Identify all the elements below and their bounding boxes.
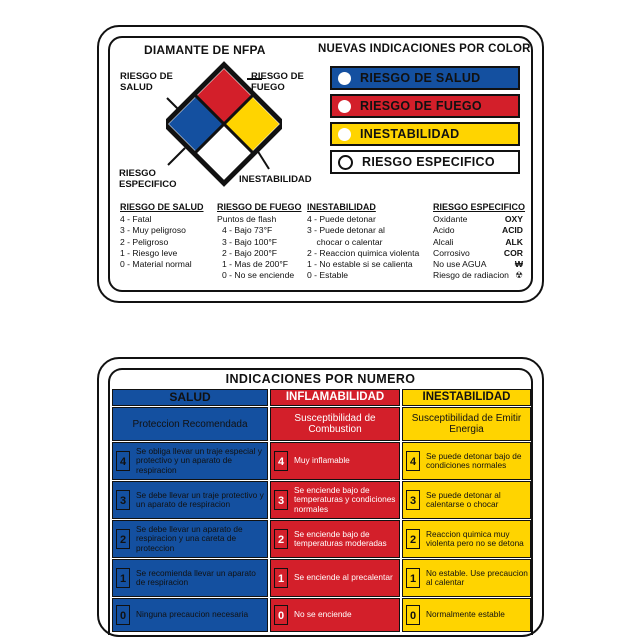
nfpa-diamond-card-frame bbox=[108, 36, 533, 292]
color-row-label: RIESGO ESPECIFICO bbox=[362, 155, 495, 169]
legend-column-health bbox=[120, 202, 204, 270]
rating-number: 3 bbox=[116, 490, 130, 510]
legend-item: Acido bbox=[433, 225, 455, 236]
rating-number: 4 bbox=[274, 451, 288, 471]
legend-abbr: ALK bbox=[505, 236, 523, 247]
legend-header: RIESGO ESPECIFICO bbox=[433, 202, 526, 212]
legend-row: 2 - Reaccion quimica violenta bbox=[307, 247, 420, 258]
color-row-health bbox=[330, 66, 520, 90]
instability-row-1 bbox=[402, 559, 531, 597]
rating-description: Se obliga llevar un traje especial y protectivo y un aparato de respiracion bbox=[136, 446, 262, 475]
flammability-row-4 bbox=[270, 442, 400, 480]
rating-number: 4 bbox=[406, 451, 420, 471]
rating-description: Se recomienda llevar un aparato de respiracion bbox=[136, 567, 256, 587]
legend-row: 0 - Estable bbox=[307, 270, 349, 281]
legend-row: 4 - Puede detonar bbox=[307, 214, 376, 225]
color-row-label: RIESGO DE SALUD bbox=[360, 71, 481, 85]
label-specific: RIESGO ESPECIFICO bbox=[119, 168, 177, 190]
legend-row bbox=[433, 214, 523, 225]
legend-row: 3 - Puede detonar al bbox=[307, 225, 385, 236]
color-row-instability bbox=[330, 122, 520, 146]
legend-abbr: ACID bbox=[501, 225, 523, 236]
label-health: RIESGO DE SALUD bbox=[120, 71, 173, 93]
legend-abbr: COR bbox=[503, 247, 523, 258]
section-subheader-health: Proteccion Recomendada bbox=[112, 407, 268, 441]
rating-number: 0 bbox=[116, 605, 130, 625]
section-subheader-flammability: Susceptibilidad de Combustion bbox=[270, 407, 400, 441]
rating-description: Se enciende bajo de temperaturas moderadas bbox=[294, 528, 387, 548]
legend-row: 0 - Material normal bbox=[120, 259, 192, 270]
legend-row: Puntos de flash bbox=[217, 214, 277, 225]
rating-description: Se enciende bajo de temperaturas y condiciones normales bbox=[294, 485, 396, 514]
legend-row: 4 - Bajo 73°F bbox=[222, 225, 273, 236]
legend-row: 3 - Muy peligroso bbox=[120, 225, 186, 236]
radiation-icon: ☢ bbox=[515, 270, 523, 281]
rating-number: 1 bbox=[274, 568, 288, 588]
legend-row: 0 - No se enciende bbox=[222, 270, 295, 281]
no-water-icon: ₩ bbox=[514, 259, 523, 270]
rating-number: 3 bbox=[274, 490, 288, 510]
circle-icon bbox=[338, 155, 353, 170]
section-header-flammability: INFLAMABILIDAD bbox=[270, 389, 400, 406]
rating-number: 3 bbox=[406, 490, 420, 510]
legend-row: 2 - Peligroso bbox=[120, 236, 169, 247]
rating-description: Ninguna precaucion necesaria bbox=[136, 609, 249, 620]
rating-number: 2 bbox=[116, 529, 130, 549]
rating-description: Se debe llevar un aparato de respiracion y una careta de proteccion bbox=[136, 524, 243, 553]
legend-row bbox=[433, 248, 523, 259]
rating-description: Normalmente estable bbox=[426, 609, 505, 620]
legend-row: 1 - No estable si se calienta bbox=[307, 259, 413, 270]
rating-number: 1 bbox=[116, 568, 130, 588]
rating-number: 4 bbox=[116, 451, 130, 471]
section-header-health: SALUD bbox=[112, 389, 268, 406]
rating-number: 0 bbox=[406, 605, 420, 625]
rating-description: No se enciende bbox=[294, 609, 352, 620]
legend-abbr: OXY bbox=[504, 214, 523, 225]
legend-item: Oxidante bbox=[433, 214, 468, 225]
health-row-1 bbox=[112, 559, 268, 597]
legend-header: INESTABILIDAD bbox=[307, 202, 376, 212]
color-row-label: RIESGO DE FUEGO bbox=[360, 99, 482, 113]
section-header-instability: INESTABILIDAD bbox=[402, 389, 531, 406]
number-indications-frame bbox=[108, 368, 533, 635]
rating-number: 2 bbox=[274, 529, 288, 549]
rating-description: Se enciende al precalentar bbox=[294, 572, 393, 583]
diamond-title: DIAMANTE DE NFPA bbox=[144, 43, 266, 57]
flammability-row-3 bbox=[270, 481, 400, 519]
legend-column-specific bbox=[433, 202, 526, 281]
health-row-0 bbox=[112, 598, 268, 632]
rating-description: Muy inflamable bbox=[294, 455, 350, 466]
nfpa-diamond-card bbox=[97, 25, 544, 303]
health-row-4 bbox=[112, 442, 268, 480]
number-indications-title: INDICACIONES POR NUMERO bbox=[225, 372, 416, 386]
legend-item: Alcali bbox=[433, 236, 454, 247]
rating-description: No estable. Use precaucion al calentar bbox=[426, 567, 528, 587]
color-row-specific bbox=[330, 150, 520, 174]
rating-description: Reaccion quimica muy violenta pero no se detona bbox=[426, 528, 524, 548]
legend-row: 1 - Riesgo leve bbox=[120, 247, 178, 258]
section-subheader-instability: Susceptibilidad de Emitir Energia bbox=[402, 407, 531, 441]
color-title: NUEVAS INDICACIONES POR COLOR bbox=[318, 43, 531, 55]
rating-description: Se debe llevar un traje protectivo y un aparato de respiracion bbox=[136, 489, 264, 509]
legend-row bbox=[433, 270, 523, 281]
legend-row: 3 - Bajo 100°F bbox=[222, 236, 278, 247]
legend-row: 1 - Mas de 200°F bbox=[222, 259, 289, 270]
circle-icon bbox=[338, 128, 351, 141]
health-row-3 bbox=[112, 481, 268, 519]
instability-row-3 bbox=[402, 481, 531, 519]
rating-number: 2 bbox=[406, 529, 420, 549]
legend-row bbox=[433, 225, 523, 236]
circle-icon bbox=[338, 100, 351, 113]
legend-row bbox=[433, 259, 523, 270]
label-fire: RIESGO DE FUEGO bbox=[251, 71, 304, 93]
legend-item: Riesgo de radiacion bbox=[433, 270, 509, 281]
color-row-fire bbox=[330, 94, 520, 118]
legend-row: 4 - Fatal bbox=[120, 214, 152, 225]
instability-row-0 bbox=[402, 598, 531, 632]
flammability-row-1 bbox=[270, 559, 400, 597]
circle-icon bbox=[338, 72, 351, 85]
legend-column-fire bbox=[217, 202, 302, 281]
rating-description: Se puede detonar bajo de condiciones normales bbox=[426, 450, 522, 470]
legend-row: 2 - Bajo 200°F bbox=[222, 247, 278, 258]
flammability-row-2 bbox=[270, 520, 400, 558]
health-row-2 bbox=[112, 520, 268, 558]
instability-row-4 bbox=[402, 442, 531, 480]
legend-item: Corrosivo bbox=[433, 247, 470, 258]
instability-row-2 bbox=[402, 520, 531, 558]
rating-number: 0 bbox=[274, 605, 288, 625]
flammability-row-0 bbox=[270, 598, 400, 632]
legend-item: No use AGUA bbox=[433, 259, 487, 270]
number-indications-card bbox=[97, 357, 544, 637]
rating-description: Se puede detonar al calentarse o chocar bbox=[426, 489, 501, 509]
legend-row: chocar o calentar bbox=[307, 236, 383, 247]
label-instability: INESTABILIDAD bbox=[239, 174, 312, 185]
rating-number: 1 bbox=[406, 568, 420, 588]
legend-header: RIESGO DE SALUD bbox=[120, 202, 204, 212]
legend-header: RIESGO DE FUEGO bbox=[217, 202, 302, 212]
legend-column-instability bbox=[307, 202, 419, 281]
legend-row bbox=[433, 237, 523, 248]
color-row-label: INESTABILIDAD bbox=[360, 127, 460, 141]
